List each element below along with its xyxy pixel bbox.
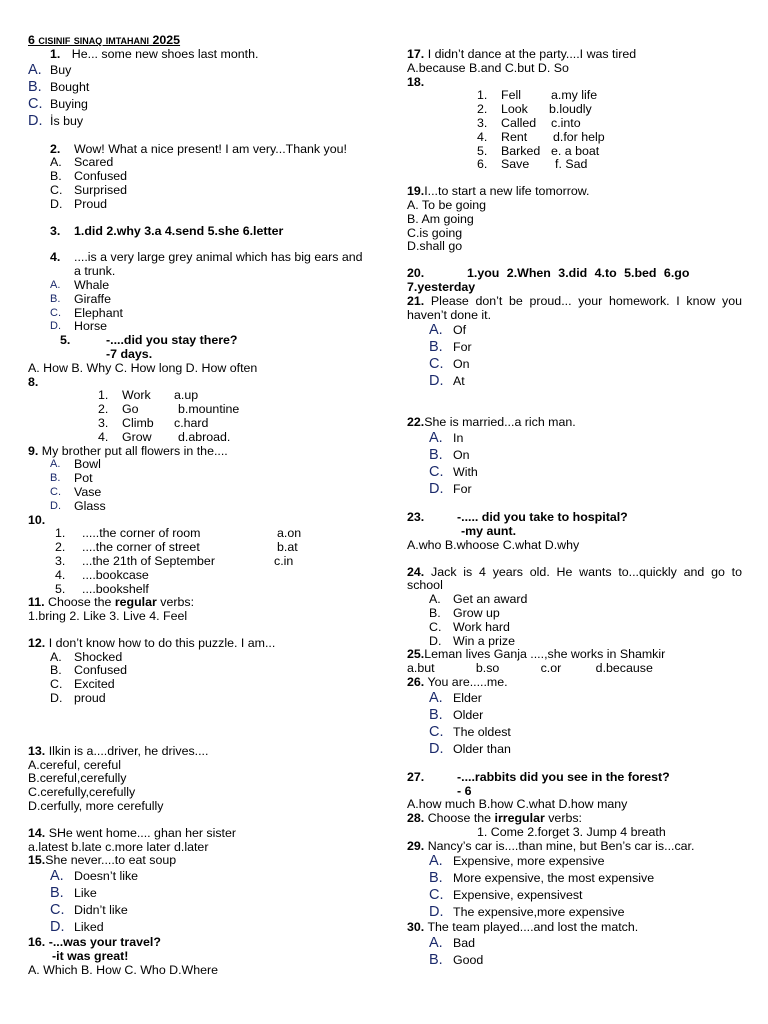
match-row: 1. Work a.up [98, 388, 199, 403]
q4-options [28, 279, 368, 334]
option: D. Win a prize [429, 633, 515, 648]
match-row: 3. ...the 21th of September c.in [55, 553, 294, 568]
option: D. For [429, 481, 472, 498]
option: D. Glass [50, 498, 106, 513]
option: B. On [429, 447, 470, 464]
option: A. Bad [429, 935, 476, 952]
q2-options [28, 156, 368, 211]
q14-answers: a.latest b.late c.more later d.later [28, 839, 209, 854]
option: A. Shocked [50, 649, 123, 664]
q20-continuation: 7.yesterday [407, 279, 476, 294]
question-18-number: 18. [407, 74, 425, 89]
question-2: 2. Wow! What a nice present! I am very...Thank you! [50, 141, 347, 156]
match-row: 1. Fell a.my life [477, 88, 598, 103]
q17-answers: A.because B.and C.but D. So [407, 60, 569, 75]
q28-answers: 1. Come 2.forget 3. Jump 4 breath [477, 824, 666, 839]
option: B. Pot [50, 471, 93, 486]
match-row: 3. Called c.into [477, 115, 581, 130]
question-22: 22.She is married...a rich man. [407, 415, 576, 430]
q24-options [407, 593, 742, 648]
q15-options [28, 868, 368, 936]
match-row: 2. ....the corner of street b.at [55, 540, 298, 555]
q13-answer: B.cereful,cerefully [28, 771, 127, 786]
option: D. Liked [50, 919, 104, 936]
q21-options [407, 322, 742, 390]
option: B. Like [50, 885, 97, 902]
option: C. Expensive, expensivest [429, 887, 583, 904]
question-12: 12. I don’t know how to do this puzzle. I am... [28, 635, 276, 650]
option: A. Expensive, more expensive [429, 853, 605, 870]
question-3: 3. 1.did 2.why 3.a 4.send 5.she 6.letter [50, 223, 284, 238]
q13-answer: D.cerfully, more cerefully [28, 799, 164, 814]
option: C. Work hard [429, 619, 510, 634]
option: B. For [429, 339, 472, 356]
question-10-number: 10. [28, 512, 46, 527]
spacer [28, 706, 368, 732]
option: A. Whale [50, 277, 110, 292]
q10-match-table [28, 527, 368, 596]
option: B. Grow up [429, 605, 500, 620]
q8-match-table [28, 389, 368, 444]
right-column [407, 48, 742, 969]
q19-answer: B. Am going [407, 211, 474, 226]
question-29: 29. Nancy’s car is....than mine, but Ben’s car is...car. [407, 838, 695, 853]
question-9: 9. My brother put all flowers in the.... [28, 443, 228, 458]
option: C. Buying [28, 95, 88, 112]
match-row: 5. Barked e. a boat [477, 143, 600, 158]
option: B. Giraffe [50, 291, 111, 306]
option: B. More expensive, the most expensive [429, 870, 655, 887]
option: A. Buy [28, 61, 72, 78]
q26-options [407, 690, 742, 758]
q25-answers: a.but b.so c.or d.because [407, 661, 653, 676]
option: A. Scared [50, 155, 114, 170]
q19-answer: D.shall go [407, 239, 463, 254]
option: A. In [429, 430, 464, 447]
option: D. proud [50, 691, 106, 706]
q19-answer: C.is going [407, 225, 463, 240]
question-15: 15.She never....to eat soup [28, 853, 177, 868]
option: B. Older [429, 706, 484, 723]
question-28: 28. Choose the irregular verbs: [407, 811, 582, 826]
question-16: 16. -...was your travel? [28, 935, 161, 950]
question-number: 1. [50, 46, 61, 61]
match-row: 1. .....the corner of room a.on [55, 526, 302, 541]
question-17: 17. I didn’t dance at the party....I was tired [407, 47, 637, 61]
question-26: 26. You are.....me. [407, 674, 508, 689]
question-19: 19.I...to start a new life tomorrow. [407, 184, 590, 199]
option: C. Elephant [50, 305, 123, 320]
q29-options [407, 853, 742, 921]
question-30: 30. The team played....and lost the match. [407, 920, 639, 935]
question-11: 11. Choose the regular verbs: [28, 595, 195, 610]
option: A. Get an award [429, 592, 528, 607]
option: C. With [429, 464, 478, 481]
page-title: 6 cısınıf sınaq ımtahanı 2025 [28, 33, 181, 47]
q1-options [28, 62, 368, 130]
q23-reply: -my aunt. [461, 523, 517, 538]
option: B. Good [429, 952, 484, 969]
option: C. On [429, 356, 470, 373]
option: C. The oldest [429, 723, 511, 740]
question-text: He... some new shoes last month. [71, 46, 259, 61]
q16-answers: A. Which B. How C. Who D.Where [28, 962, 219, 977]
question-5: 5. -....did you stay there? [60, 333, 238, 348]
q30-options [407, 935, 742, 969]
option: D. İs buy [28, 112, 84, 129]
match-row: 4. Grow d.abroad. [98, 429, 231, 444]
question-23: 23. -..... did you take to hospital? [407, 510, 628, 525]
option: D. At [429, 373, 465, 390]
q18-match-table [407, 89, 742, 172]
q12-options [28, 651, 368, 706]
option: D. The expensive,more expensive [429, 904, 625, 921]
option: A. Bowl [50, 457, 101, 472]
match-row: 5. ....bookshelf [55, 581, 149, 596]
question-25: 25.Leman lives Ganja ....,she works in Shamkir [407, 647, 666, 662]
q11-answers: 1.bring 2. Like 3. Live 4. Feel [28, 609, 188, 624]
option: B. Bought [28, 78, 90, 95]
option: B. Confused [50, 663, 128, 678]
match-row: 6. Save f. Sad [477, 157, 588, 172]
question-27: 27. -....rabbits did you see in the forest? [407, 769, 670, 784]
q13-answer: A.cereful, cereful [28, 757, 121, 772]
question-13: 13. Ilkin is a....driver, he drives.... [28, 743, 209, 758]
spacer [407, 390, 742, 416]
question-4: 4. ....is a very large grey animal which has big ears and a trunk. [50, 250, 363, 279]
q22-options [407, 430, 742, 498]
option: C. Vase [50, 484, 102, 499]
option: C. Didn’t like [50, 902, 128, 919]
option: D. Proud [50, 196, 108, 211]
q5-reply: -7 days. [106, 346, 153, 361]
left-column [28, 34, 368, 978]
question-1 [28, 48, 368, 62]
match-row: 2. Look b.loudly [477, 102, 592, 117]
q19-answer: A. To be going [407, 197, 486, 212]
q9-options [28, 458, 368, 513]
match-row: 4. Rent d.for help [477, 129, 605, 144]
q16-reply: -it was great! [52, 949, 129, 964]
question-24: 24. Jack is 4 years old. He wants to...quickly and go to school [407, 564, 742, 593]
q27-reply: - 6 [457, 783, 472, 798]
q27-answers: A.how much B.how C.what D.how many [407, 797, 628, 812]
question-20: 20. 1.you 2.When 3.did 4.to 5.bed 6.go [407, 266, 690, 281]
match-row: 2. Go b.mountine [98, 402, 240, 417]
question-14: 14. SHe went home.... ghan her sister [28, 825, 237, 840]
q23-answers: A.who B.whoose C.what D.why [407, 537, 580, 552]
question-8-number: 8. [28, 374, 39, 389]
q5-answers: A. How B. Why C. How long D. How often [28, 360, 258, 375]
match-row: 4. ....bookcase [55, 567, 149, 582]
option: A. Elder [429, 689, 482, 706]
option: C. Surprised [50, 182, 128, 197]
match-row: 3. Climb c.hard [98, 415, 209, 430]
question-21: 21. Please don’t be proud... your homework. I know you haven’t done it. [407, 293, 742, 322]
option: D. Horse [50, 319, 108, 334]
option: C. Excited [50, 677, 115, 692]
q13-answer: C.cerefully,cerefully [28, 785, 136, 800]
option: B. Confused [50, 169, 128, 184]
option: A. Of [429, 322, 467, 339]
option: A. Doesn’t like [50, 868, 139, 885]
option: D. Older than [429, 740, 511, 757]
